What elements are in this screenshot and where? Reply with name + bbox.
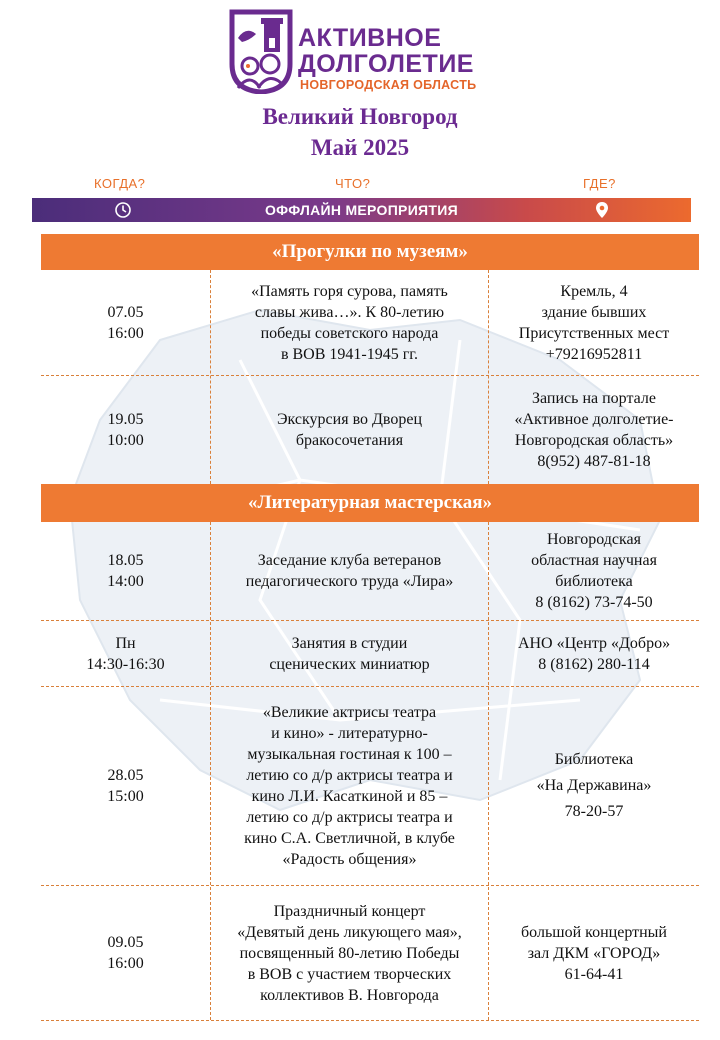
logo-text-region: НОВГОРОДСКАЯ ОБЛАСТЬ: [300, 78, 477, 92]
section-header-museum-walks: «Прогулки по музеям»: [41, 234, 699, 270]
banner-title: ОФФЛАЙН МЕРОПРИЯТИЯ: [264, 202, 458, 218]
event-date: 19.05 10:00: [107, 411, 144, 449]
logo: [228, 8, 498, 96]
event-location: АНО «Центр «Добро» 8 (8162) 280-114: [517, 634, 671, 673]
page-title-month: Май 2025: [310, 135, 410, 160]
section-header-literary-workshop: «Литературная мастерская»: [41, 484, 699, 522]
event-title: Заседание клуба ветеранов педагогического труда «Лира»: [245, 552, 454, 590]
event-title: Занятия в студии сценических миниатюр: [269, 634, 430, 673]
logo-text-line2: ДОЛГОЛЕТИЕ: [298, 50, 474, 78]
event-title: «Память горя сурова, память славы жива…». К 80-летию победы советского народа в ВОВ 1941-1945 гг.: [251, 282, 448, 363]
event-date: 09.05 16:00: [107, 934, 144, 972]
event-title: «Великие актрисы театра и кино» - литературно- музыкальная гостиная к 100 – летию со д/р актрисы театра и кино Л.И. Касаткиной и 85 – летию со д/р актрисы театра и кино С.А. Светличной, в клубе «Радость общения»: [244, 704, 455, 868]
event-location: Новгородская областная научная библиотека 8 (8162) 73-74-50: [531, 531, 657, 611]
event-date: 07.05 16:00: [107, 303, 144, 342]
column-header-when: КОГДА?: [94, 176, 146, 191]
logo-text-line1: АКТИВНОЕ: [298, 24, 442, 52]
column-divider: [488, 522, 489, 1020]
event-date: 28.05 15:00: [107, 767, 144, 805]
event-title: Праздничный концерт «Девятый день ликующего мая», посвященный 80-летию Победы в ВОВ с участием творческих коллективов В. Новгорода: [237, 902, 462, 1004]
logo-emblem-icon: [228, 8, 294, 94]
page-title-city: Великий Новгород: [262, 104, 458, 129]
event-location: Кремль, 4 здание бывших Присутственных мест +79216952811: [518, 282, 670, 363]
event-date: Пн 14:30-16:30: [86, 634, 165, 673]
column-divider: [210, 270, 211, 484]
column-divider: [210, 522, 211, 1020]
location-pin-icon: [594, 201, 610, 219]
event-location: большой концертный зал ДКМ «ГОРОД» 61-64-41: [521, 923, 667, 983]
table-bottom-border: [41, 1020, 699, 1021]
column-divider: [488, 270, 489, 484]
column-header-what: ЧТО?: [335, 176, 371, 191]
event-location: Запись на портале «Активное долголетие- Новгородская область» 8(952) 487-81-18: [514, 390, 674, 470]
offline-events-banner: [32, 198, 691, 222]
event-location: Библиотека «На Державина» 78-20-57: [536, 751, 652, 820]
event-date: 18.05 14:00: [107, 552, 144, 590]
events-table: [41, 234, 699, 1024]
event-title: Экскурсия во Дворец бракосочетания: [276, 411, 423, 449]
column-header-where: ГДЕ?: [583, 176, 616, 191]
